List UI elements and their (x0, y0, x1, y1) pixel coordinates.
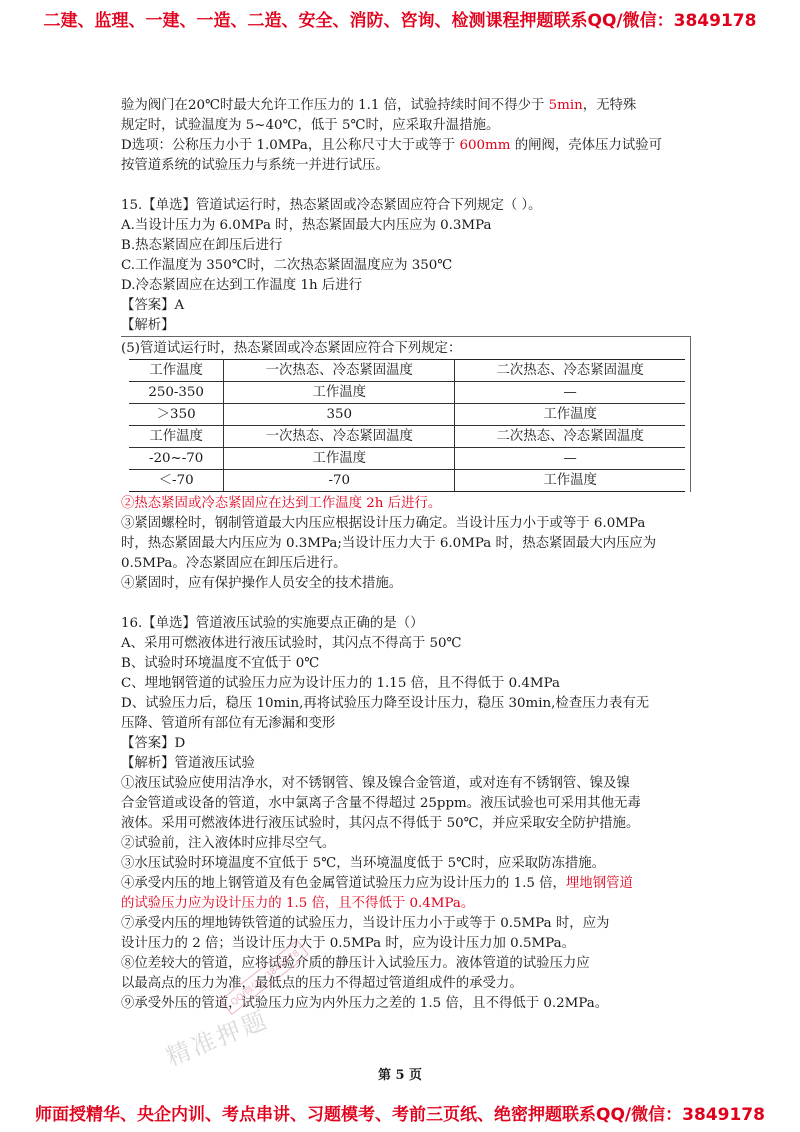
table-cell: — (455, 382, 685, 404)
intro-line-1: 验为阀门在20℃时最大允许工作压力的 1.1 倍，试验持续时间不得少于 5min，无特殊 (121, 98, 637, 113)
intro-section (121, 96, 691, 176)
q16-analysis-line: ④承受内压的地上钢管道及有色金属管道试验压力应为设计压力的 1.5 倍，埋地钢管道 (121, 876, 633, 891)
table-header-cell: 工作温度 (129, 426, 224, 448)
q15-option-b: B.热态紧固应在卸压后进行 (121, 238, 283, 253)
highlight-600mm: 600mm (459, 138, 511, 153)
highlight-buried-steel: 埋地钢管道 (565, 876, 633, 891)
table-header-cell: 一次热态、冷态紧固温度 (224, 426, 455, 448)
footer-banner: 师面授精华、央企内训、考点串讲、习题模考、考前三页纸、绝密押题联系QQ/微信：3849178 (35, 1105, 765, 1125)
table-cell: ＞350 (129, 404, 224, 426)
table-cell: 工作温度 (224, 448, 455, 470)
q15-answer: 【答案】A (121, 298, 185, 313)
table-cell: 250-350 (129, 382, 224, 404)
intro-line-4: 按管道系统的试验压力与系统一并进行试压。 (121, 158, 389, 173)
q16-analysis-line: 液体。采用可燃液体进行液压试验时，其闪点不得低于 50℃，并应采取安全防护措施。 (121, 816, 640, 831)
q16-option-b: B、试验时环境温度不宜低于 0℃ (121, 656, 320, 671)
table-row (129, 404, 685, 426)
table-row (129, 382, 685, 404)
q15-option-c: C.工作温度为 350℃时，二次热态紧固温度应为 350℃ (121, 258, 453, 273)
q16-analysis-line: ⑦承受内压的埋地铸铁管道的试验压力，当设计压力小于或等于 0.5MPa 时，应为 (121, 916, 610, 931)
q15-stem: 15.【单选】管道试运行时，热态紧固或冷态紧固应符合下列规定（ ）。 (121, 198, 542, 213)
table-cell: 工作温度 (455, 404, 685, 426)
q15-analysis-intro: (5)管道试运行时，热态紧固或冷态紧固应符合下列规定： (121, 341, 462, 356)
table-cell: 工作温度 (455, 470, 685, 492)
q16-analysis-line: 设计压力的 2 倍；当设计压力大于 0.5MPa 时，应为设计压力加 0.5MPa。 (121, 936, 575, 951)
q15-option-d: D.冷态紧固应在达到工作温度 1h 后进行 (121, 278, 363, 293)
page-content (121, 96, 691, 1014)
table-header-cell: 工作温度 (129, 360, 224, 382)
q15-analysis-box (121, 336, 691, 492)
table-row (129, 470, 685, 492)
q15-note-3-cont: 0.5MPa。冷态紧固应在卸压后进行。 (121, 556, 347, 571)
q16-analysis-line: 以最高点的压力为准，最低点的压力不得超过管道组成件的承受力。 (121, 976, 523, 991)
question-16 (121, 614, 691, 1014)
q16-analysis-label: 【解析】管道液压试验 (121, 756, 255, 771)
table-cell: — (455, 448, 685, 470)
q16-option-d: D、试验压力后，稳压 10min,再将试验压力降至设计压力，稳压 30min,检查压力表有无 (121, 696, 650, 711)
table-header-cell: 二次热态、冷态紧固温度 (455, 360, 685, 382)
q16-stem: 16.【单选】管道液压试验的实施要点正确的是（） (121, 616, 424, 631)
table-header-cell: 二次热态、冷态紧固温度 (455, 426, 685, 448)
table-cell: -70 (224, 470, 455, 492)
q15-option-a: A.当设计压力为 6.0MPa 时，热态紧固最大内压应为 0.3MPa (121, 218, 492, 233)
q15-note-3: ③紧固螺栓时，钢制管道最大内压应根据设计压力确定。当设计压力小于或等于 6.0MPa (121, 516, 646, 531)
question-15 (121, 196, 691, 594)
q16-analysis-line: ⑧位差较大的管道，应将试验介质的静压计入试验压力。液体管道的试验压力应 (121, 956, 590, 971)
q15-note-2: ②热态紧固或冷态紧固应在达到工作温度 2h 后进行。 (121, 496, 442, 511)
table-header-row (129, 360, 685, 382)
watermark-stamp: QQ/微信：3849178 (220, 939, 309, 1014)
q16-analysis-line: ⑨承受外压的管道，试验压力应为内外压力之差的 1.5 倍，且不得低于 0.2MPa。 (121, 996, 609, 1011)
q16-answer: 【答案】D (121, 736, 186, 751)
q15-note-3-cont: 时，热态紧固最大内压应为 0.3MPa;当设计压力大于 6.0MPa 时，热态紧固最大内压应为 (121, 536, 657, 551)
q15-analysis-label: 【解析】 (121, 318, 175, 333)
table-header-cell: 一次热态、冷态紧固温度 (224, 360, 455, 382)
fastening-temperature-table (129, 359, 685, 492)
q16-analysis-line: ①液压试验应使用洁净水，对不锈钢管、镍及镍合金管道，或对连有不锈钢管、镍及镍 (121, 776, 630, 791)
q16-option-d-cont: 压降、管道所有部位有无渗漏和变形 (121, 716, 336, 731)
q16-analysis-line: 合金管道或设备的管道，水中氯离子含量不得超过 25ppm。液压试验也可采用其他无毒 (121, 796, 641, 811)
highlight-5min: 5min (548, 98, 583, 113)
page-number: 第 5 页 (377, 1068, 423, 1083)
table-cell: ＜-70 (129, 470, 224, 492)
intro-line-2: 规定时，试验温度为 5~40℃，低于 5℃时，应采取升温措施。 (121, 118, 500, 133)
header-banner: 二建、监理、一建、一造、二造、安全、消防、咨询、检测课程押题联系QQ/微信：3849178 (43, 11, 757, 31)
table-cell: 工作温度 (224, 382, 455, 404)
intro-line-3: D选项：公称压力小于 1.0MPa，且公称尺寸大于或等于 600mm 的闸阀，壳体压力试验可 (121, 138, 662, 153)
q15-note-4: ④紧固时，应有保护操作人员安全的技术措施。 (121, 576, 403, 591)
table-cell: -20~-70 (129, 448, 224, 470)
table-header-row (129, 426, 685, 448)
q16-analysis-line: ②试验前，注入液体时应排尽空气。 (121, 836, 336, 851)
watermark-text: 精准押题 (162, 1005, 273, 1072)
table-row (129, 448, 685, 470)
q16-analysis-line: ③水压试验时环境温度不宜低于 5℃，当环境温度低于 5℃时，应采取防冻措施。 (121, 856, 606, 871)
q16-analysis-line: 的试验压力应为设计压力的 1.5 倍，且不得低于 0.4MPa。 (121, 896, 475, 911)
table-cell: 350 (224, 404, 455, 426)
q16-option-a: A、采用可燃液体进行液压试验时，其闪点不得高于 50℃ (121, 636, 462, 651)
q16-option-c: C、埋地钢管道的试验压力应为设计压力的 1.15 倍，且不得低于 0.4MPa (121, 676, 560, 691)
